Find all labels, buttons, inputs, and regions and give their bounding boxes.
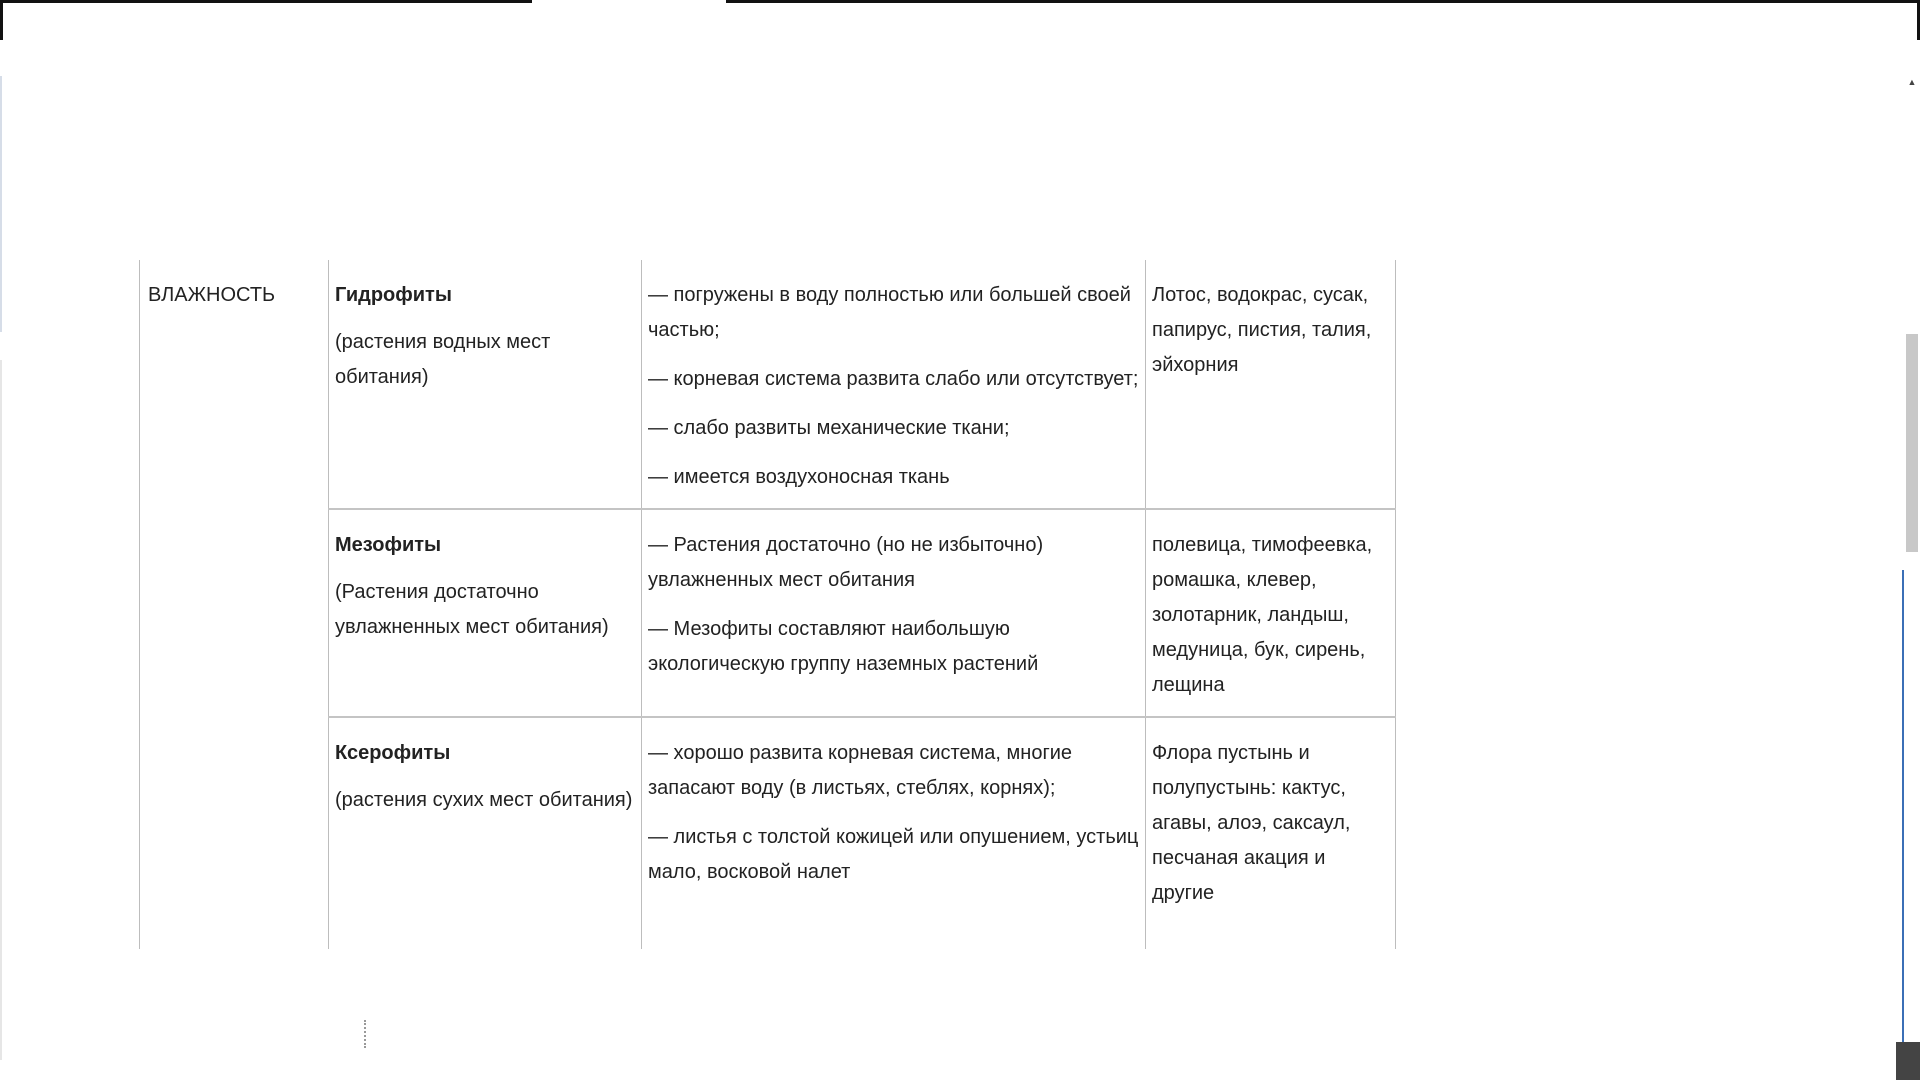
examples-cell bbox=[1146, 260, 1396, 509]
features-cell bbox=[642, 717, 1146, 949]
features-cell bbox=[642, 509, 1146, 717]
group-cell bbox=[329, 717, 642, 949]
feature-item: — Мезофиты составляют наибольшую экологическую группу наземных растений bbox=[648, 618, 1039, 675]
window-top-border bbox=[726, 0, 1920, 3]
examples-text: Лотос, водокрас, сусак, папирус, пистия, талия, эйхорния bbox=[1152, 284, 1372, 376]
resize-corner[interactable] bbox=[1896, 1042, 1920, 1080]
feature-item: — хорошо развита корневая система, многие запасают воду (в листьях, стеблях, корнях); bbox=[648, 742, 1073, 799]
window-corner bbox=[0, 0, 3, 40]
text-cursor-marker bbox=[364, 1020, 370, 1048]
factor-cell bbox=[140, 260, 329, 949]
scrollbar-track-edge bbox=[1902, 570, 1904, 1070]
group-cell bbox=[329, 509, 642, 717]
examples-cell bbox=[1146, 509, 1396, 717]
group-cell bbox=[329, 260, 642, 509]
group-name: Гидрофиты bbox=[335, 284, 452, 306]
group-description: (растения сухих мест обитания) bbox=[335, 789, 633, 811]
group-description: (растения водных мест обитания) bbox=[335, 331, 551, 388]
group-name: Ксерофиты bbox=[335, 742, 451, 764]
table-row bbox=[140, 260, 1396, 509]
feature-item: — имеется воздухоносная ткань bbox=[648, 466, 950, 488]
feature-item: — корневая система развита слабо или отсутствует; bbox=[648, 368, 1139, 390]
ecology-table-container bbox=[139, 260, 1395, 950]
examples-text: Флора пустынь и полупустынь: кактус, агавы, алоэ, саксаул, песчаная акация и другие bbox=[1152, 742, 1351, 904]
feature-item: — погружены в воду полностью или большей своей частью; bbox=[648, 284, 1131, 341]
feature-item: — слабо развиты механические ткани; bbox=[648, 417, 1010, 439]
scrollbar-thumb[interactable] bbox=[1906, 334, 1918, 552]
examples-text: полевица, тимофеевка, ромашка, клевер, золотарник, ландыш, медуница, бук, сирень, лещина bbox=[1152, 534, 1373, 696]
feature-item: — листья с толстой кожицей или опушением, устьиц мало, восковой налет bbox=[648, 826, 1139, 883]
scroll-up-arrow-icon[interactable]: ▲ bbox=[1907, 77, 1917, 87]
feature-item: — Растения достаточно (но не избыточно) увлажненных мест обитания bbox=[648, 534, 1044, 591]
ecology-table bbox=[139, 260, 1396, 949]
factor-label: ВЛАЖНОСТЬ bbox=[148, 284, 276, 306]
table-row bbox=[140, 717, 1396, 949]
features-cell bbox=[642, 260, 1146, 509]
group-description: (Растения достаточно увлажненных мест обитания) bbox=[335, 581, 609, 638]
table-row bbox=[140, 509, 1396, 717]
window-top-border bbox=[0, 0, 532, 3]
examples-cell bbox=[1146, 717, 1396, 949]
group-name: Мезофиты bbox=[335, 534, 442, 556]
vertical-scrollbar[interactable] bbox=[1902, 72, 1920, 1080]
window-left-edge bbox=[0, 76, 2, 332]
window-left-edge bbox=[0, 360, 2, 1060]
